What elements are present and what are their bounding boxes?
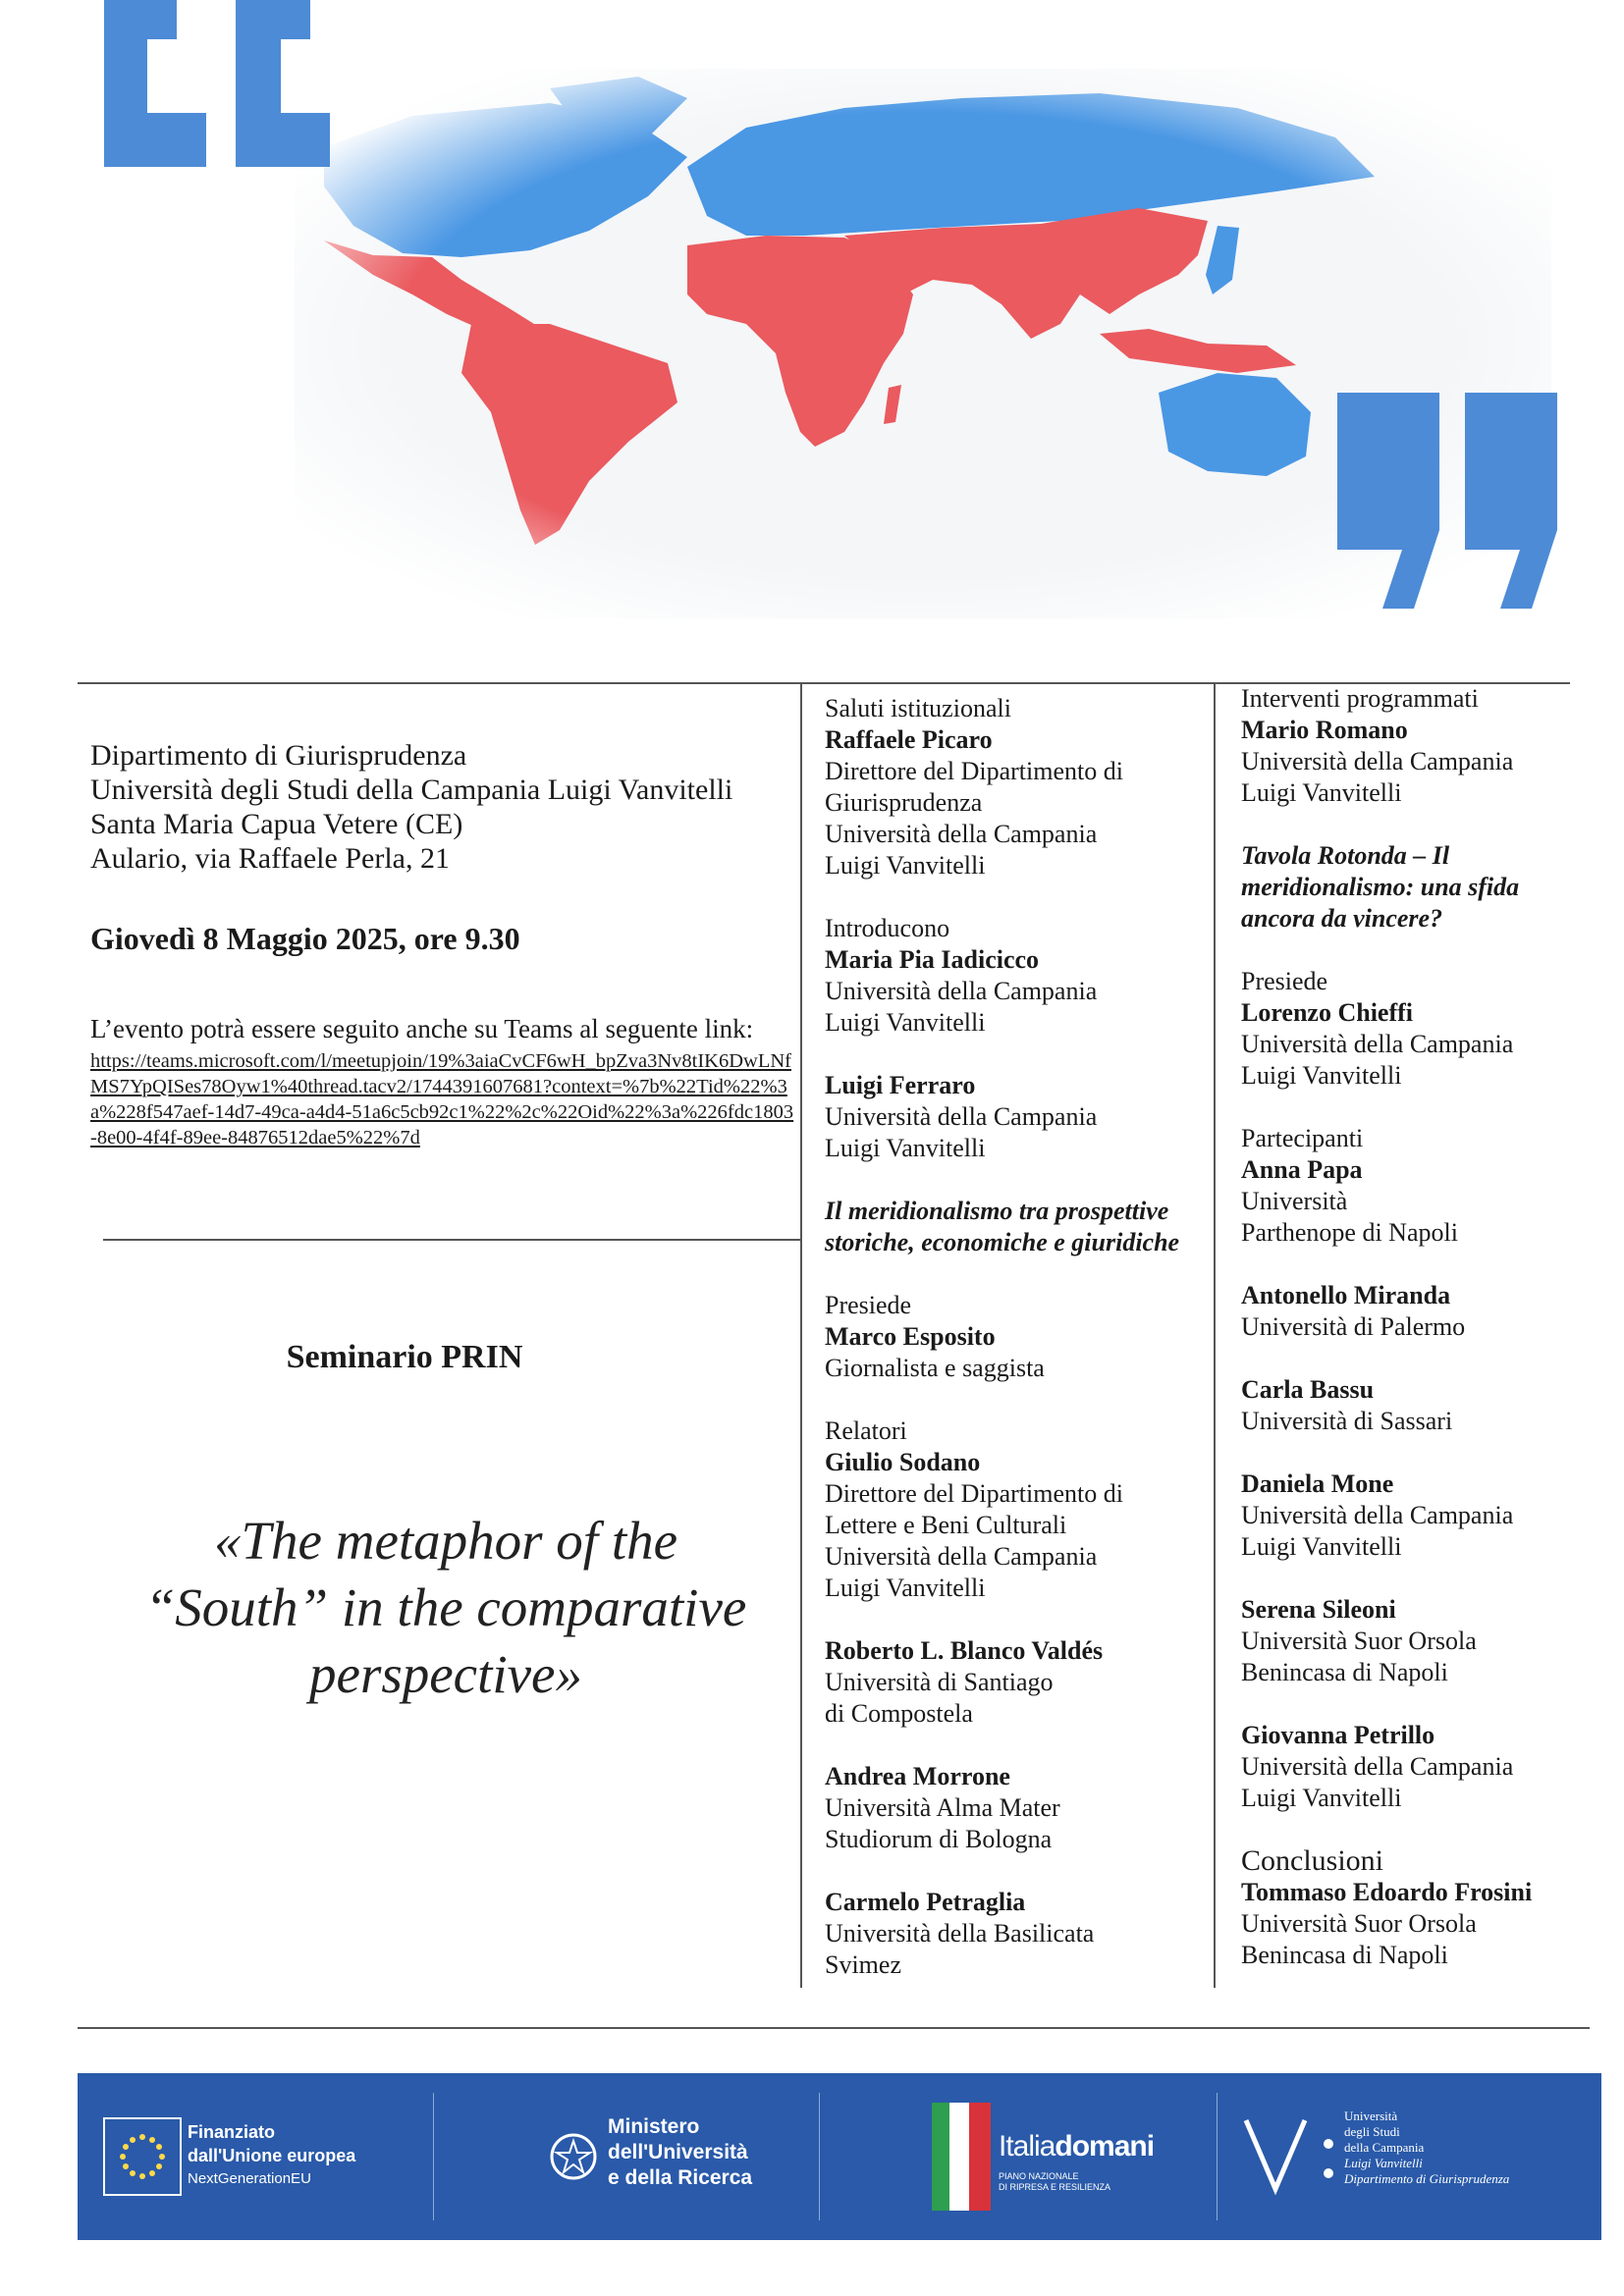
section-heading: Presiede	[1241, 967, 1328, 995]
programme-column-3	[1241, 683, 1624, 1971]
speaker-name: Serena Sileoni	[1241, 1595, 1396, 1624]
speaker-affiliation: Luigi Vanvitelli	[1241, 778, 1402, 807]
eu-logo	[103, 2117, 182, 2196]
speaker-affiliation: Direttore del Dipartimento di	[825, 757, 1123, 785]
seminar-title-line: «The metaphor of the	[213, 1511, 678, 1571]
speaker-affiliation: Luigi Vanvitelli	[825, 851, 986, 880]
speaker-name: Raffaele Picaro	[825, 725, 993, 754]
speaker-name: Maria Pia Iadicicco	[825, 945, 1040, 974]
speaker-affiliation: Studiorum di Bologna	[825, 1825, 1053, 1853]
vanvitelli-text-line: Dipartimento di Giurisprudenza	[1344, 2171, 1510, 2186]
mur-text-line: dell'Università	[608, 2141, 748, 2163]
eu-text-line: NextGenerationEU	[188, 2170, 311, 2187]
seminar-label: Seminario PRIN	[286, 1339, 523, 1375]
speaker-affiliation: Università	[1241, 1187, 1348, 1215]
seminar-title-line: “South” in the comparative	[144, 1577, 747, 1637]
section-heading: Relatori	[825, 1416, 907, 1445]
speaker-affiliation: Università Suor Orsola	[1241, 1909, 1477, 1938]
italia-domani-text	[999, 2130, 1154, 2163]
section-heading: Interventi programmati	[1241, 684, 1479, 713]
section-heading: Introducono	[825, 914, 950, 942]
speaker-name: Lorenzo Chieffi	[1241, 998, 1413, 1027]
speaker-affiliation: Università della Campania	[825, 1542, 1098, 1571]
speaker-name: Roberto L. Blanco Valdés	[825, 1636, 1104, 1665]
roundtable-title: Tavola Rotonda – Il	[1241, 841, 1450, 870]
speaker-affiliation: Università di Palermo	[1241, 1312, 1466, 1341]
speaker-affiliation: Università della Campania	[1241, 1030, 1514, 1058]
speaker-affiliation: Università della Campania	[825, 1102, 1098, 1131]
teams-link[interactable]: https://teams.microsoft.com/l/meetupjoin/19%3aiaCvCF6wH_bpZva3Nv8tIK6DwLNfMS7YpQISes78Oyw1%40thread.tacv2/1744391607681?context=%7b%22Tid%22%3a%228f547aef-14d7-49ca-a4d4-51a6c5cb92c1%22%2c%22Oid%22%3a%226fdc1803-8e00-4f4f-89ee-84876512dae5%22%7d	[90, 1050, 794, 1148]
eu-text-line: dall'Unione europea	[188, 2146, 356, 2165]
speaker-name: Carla Bassu	[1241, 1375, 1375, 1404]
vanvitelli-text	[1344, 2109, 1509, 2187]
speaker-affiliation: Università della Campania	[1241, 747, 1514, 775]
divider-column-1	[800, 682, 802, 1988]
speaker-name: Luigi Ferraro	[825, 1071, 976, 1099]
eu-stars-icon	[105, 2119, 180, 2194]
venue-university: Università degli Studi della Campania Luigi Vanvitelli	[90, 774, 733, 806]
venue-department: Dipartimento di Giurisprudenza	[90, 739, 467, 772]
speaker-name: Antonello Miranda	[1241, 1281, 1451, 1309]
roundtable-title: ancora da vincere?	[1241, 904, 1443, 933]
italia-domani-sub-line: PIANO NAZIONALE	[999, 2171, 1079, 2181]
roundtable-title: meridionalismo: una sfida	[1241, 873, 1520, 901]
section-heading: Presiede	[825, 1291, 912, 1319]
speaker-affiliation: Lettere e Beni Culturali	[825, 1511, 1067, 1539]
vanvitelli-text-line: Università	[1344, 2109, 1398, 2123]
speaker-affiliation: Direttore del Dipartimento di	[825, 1479, 1123, 1508]
eu-text-line: Finanziato	[188, 2122, 275, 2142]
vanvitelli-text-line: della Campania	[1344, 2140, 1425, 2155]
speaker-affiliation: Università della Campania	[1241, 1501, 1514, 1529]
mur-text	[608, 2114, 752, 2191]
speaker-name: Giovanna Petrillo	[1241, 1721, 1435, 1749]
speaker-name: Tommaso Edoardo Frosini	[1241, 1878, 1533, 1906]
session-title: storiche, economiche e giuridiche	[825, 1228, 1180, 1256]
section-heading: Partecipanti	[1241, 1124, 1364, 1152]
seminar-title-line: perspective»	[309, 1644, 582, 1704]
section-heading: Conclusioni	[1241, 1844, 1384, 1877]
italia-domani-sub-line: DI RIPRESA E RESILIENZA	[999, 2182, 1111, 2192]
vanvitelli-text-line: degli Studi	[1344, 2124, 1400, 2139]
speaker-affiliation: Parthenope di Napoli	[1241, 1218, 1458, 1247]
eu-text	[188, 2120, 355, 2191]
programme-column-2	[825, 693, 1218, 1981]
speaker-affiliation: Luigi Vanvitelli	[1241, 1784, 1402, 1812]
speaker-affiliation: Università della Campania	[825, 977, 1098, 1005]
speaker-affiliation: Luigi Vanvitelli	[1241, 1061, 1402, 1090]
speaker-affiliation: Luigi Vanvitelli	[825, 1574, 986, 1602]
vanvitelli-logo-icon	[1238, 2110, 1346, 2199]
speaker-affiliation: Luigi Vanvitelli	[1241, 1532, 1402, 1561]
speaker-affiliation: Università di Sassari	[1241, 1407, 1453, 1435]
speaker-affiliation: Benincasa di Napoli	[1241, 1941, 1448, 1969]
speaker-name: Mario Romano	[1241, 716, 1408, 744]
mur-text-line: e della Ricerca	[608, 2166, 753, 2189]
speaker-affiliation: Giornalista e saggista	[825, 1354, 1045, 1382]
speaker-name: Carmelo Petraglia	[825, 1888, 1026, 1916]
speaker-affiliation: Università della Campania	[825, 820, 1098, 848]
funding-logos-bar	[78, 2073, 1601, 2240]
event-date: Giovedì 8 Maggio 2025, ore 9.30	[90, 921, 520, 956]
speaker-affiliation: Svimez	[825, 1950, 901, 1979]
italian-emblem-icon	[549, 2117, 598, 2196]
world-map-illustration	[0, 0, 1624, 638]
venue-address: Aulario, via Raffaele Perla, 21	[90, 842, 450, 875]
venue-block	[90, 738, 817, 876]
venue-city: Santa Maria Capua Vetere (CE)	[90, 808, 463, 840]
speaker-name: Daniela Mone	[1241, 1469, 1394, 1498]
italia-domani-word: domani	[1055, 2130, 1155, 2163]
speaker-name: Giulio Sodano	[825, 1448, 981, 1476]
seminar-title	[90, 1508, 801, 1708]
speaker-affiliation: Università della Campania	[1241, 1752, 1514, 1781]
divider-bottom	[78, 2027, 1590, 2029]
italia-domani-subtitle	[999, 2171, 1110, 2193]
speaker-affiliation: Luigi Vanvitelli	[825, 1008, 986, 1037]
italia-domani-word: Italia	[999, 2130, 1056, 2163]
speaker-name: Andrea Morrone	[825, 1762, 1010, 1790]
speaker-affiliation: Università Suor Orsola	[1241, 1627, 1477, 1655]
speaker-affiliation: Benincasa di Napoli	[1241, 1658, 1448, 1686]
speaker-affiliation: Giurisprudenza	[825, 788, 983, 817]
speaker-affiliation: Università della Basilicata	[825, 1919, 1095, 1948]
speaker-affiliation: Luigi Vanvitelli	[825, 1134, 986, 1162]
vanvitelli-text-line: Luigi Vanvitelli	[1344, 2156, 1423, 2170]
speaker-name: Marco Esposito	[825, 1322, 996, 1351]
speaker-affiliation: Università di Santiago	[825, 1668, 1054, 1696]
section-heading: Saluti istituzionali	[825, 694, 1011, 722]
speaker-affiliation: Università Alma Mater	[825, 1793, 1060, 1822]
speaker-affiliation: di Compostela	[825, 1699, 973, 1728]
divider-left-middle	[103, 1239, 800, 1241]
teams-intro: L’evento potrà essere seguito anche su Teams al seguente link:	[90, 1014, 754, 1043]
session-title: Il meridionalismo tra prospettive	[825, 1197, 1169, 1225]
italia-domani-flag-icon	[932, 2103, 991, 2211]
mur-text-line: Ministero	[608, 2115, 700, 2138]
speaker-name: Anna Papa	[1241, 1155, 1363, 1184]
